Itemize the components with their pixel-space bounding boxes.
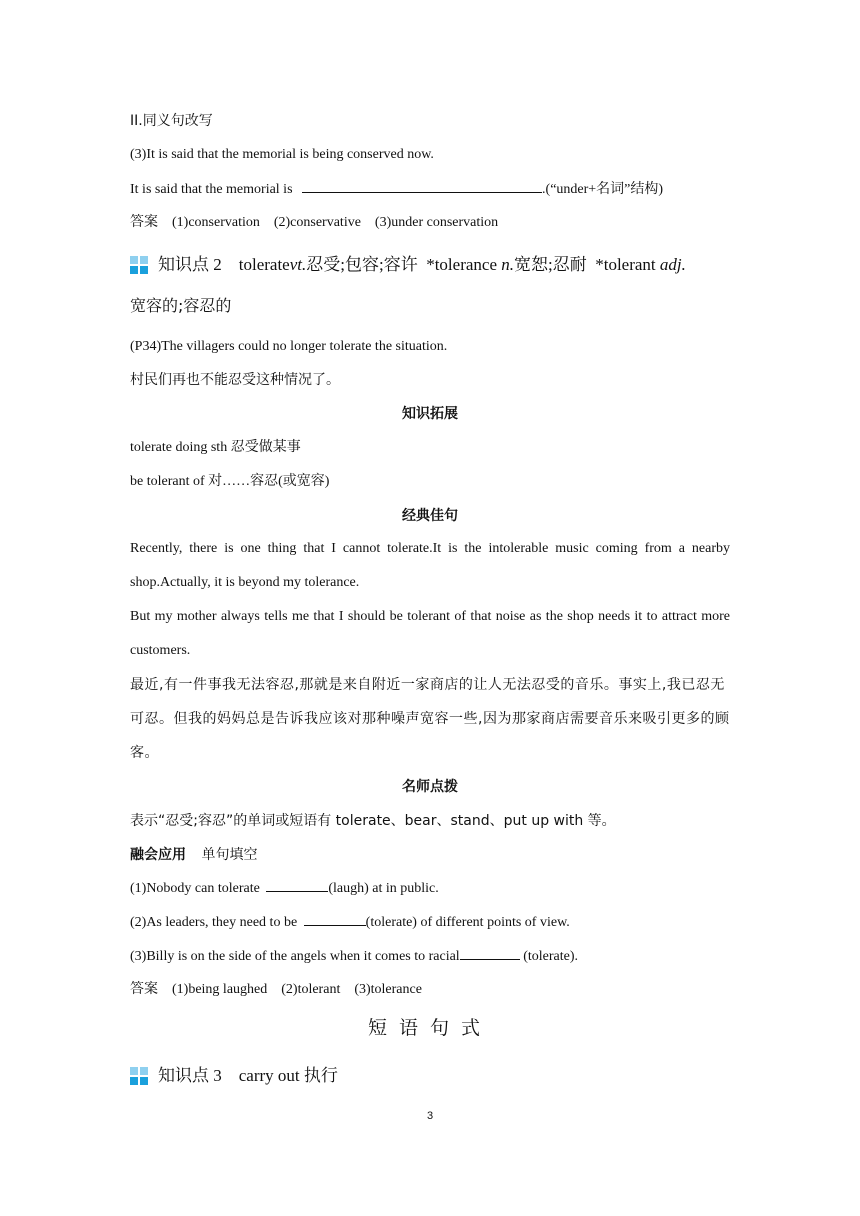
section-ii-answer: 答案 (1)conservation (2)conservative (3)under conservation — [130, 215, 499, 230]
extension-heading: 知识拓展 — [402, 406, 458, 422]
kp2-title-line2: 宽容的;容忍的 — [130, 296, 232, 315]
q2-prefix: (2)As leaders, they need to be — [130, 915, 301, 930]
classic-paragraph-1: Recently, there is one thing that I cannot tolerate.It is the intolerable music coming from a nearby shop.Actually, it is beyond my tolerance. — [130, 541, 730, 590]
teacher-tip: 表示“忍受;容忍”的单词或短语有 tolerate、bear、stand、put up with 等。 — [130, 813, 616, 829]
kp2-example-en: (P34)The villagers could no longer tolerate the situation. — [130, 339, 448, 354]
kp2-pos-n: n. — [501, 255, 514, 274]
q1-prefix: (1)Nobody can tolerate — [130, 881, 264, 896]
rewrite-suffix: .(“under+名词”结构) — [542, 182, 664, 197]
q2-blank — [304, 912, 366, 926]
phrase-sentence-section-title: 短语句式 — [367, 1017, 492, 1039]
kp2-example-cn: 村民们再也不能忍受这种情况了。 — [130, 372, 340, 388]
fill-question-3 — [130, 946, 578, 967]
kp2-answer: 答案 (1)being laughed (2)tolerant (3)tolerance — [130, 982, 422, 997]
kp2-pos-vt: vt. — [289, 255, 307, 274]
classic-paragraph-cn: 最近,有一件事我无法容忍,那就是来自附近一家商店的让人无法忍受的音乐。事实上,我已忍无可忍。但我的妈妈总是告诉我应该对那种噪声宽容一些,因为那家商店需要音乐来吸引更多的顾客。 — [130, 677, 730, 761]
q3-suffix: (tolerate). — [519, 949, 578, 964]
kp2-title-mid1: 忍受;包容;容许 *tolerance — [306, 255, 502, 274]
fill-question-2 — [130, 912, 570, 933]
classic-paragraph-2: But my mother always tells me that I should be tolerant of that noise as the shop needs it to attract more customers. — [130, 609, 730, 658]
rewrite-question-3: (3)It is said that the memorial is being conserved now. — [130, 147, 434, 162]
extension-item-2: be tolerant of 对……容忍(或宽容) — [130, 474, 330, 489]
q1-suffix: (laugh) at in public. — [328, 881, 439, 896]
page-number: 3 — [426, 1110, 434, 1122]
section-ii-heading: II.同义句改写 — [130, 113, 213, 129]
q3-blank — [460, 946, 520, 960]
kp3-title-text: 知识点 3 carry out 执行 — [158, 1066, 338, 1085]
kp2-title-mid2: 宽恕;忍耐 *tolerant — [514, 255, 660, 274]
knowledge-point-2-title — [130, 253, 686, 277]
q2-suffix: (tolerate) of different points of view. — [365, 915, 570, 930]
rewrite-answer-line — [130, 179, 663, 200]
q1-blank — [266, 878, 328, 892]
knowledge-point-icon — [130, 256, 149, 275]
apply-heading — [130, 845, 258, 866]
kp2-title-prefix: 知识点 2 tolerate — [158, 255, 290, 274]
answer-blank — [302, 179, 542, 193]
knowledge-point-icon — [130, 1067, 149, 1086]
fill-question-1 — [130, 878, 439, 899]
classic-sentences-heading: 经典佳句 — [402, 508, 458, 524]
apply-type: 单句填空 — [201, 847, 258, 863]
rewrite-prefix: It is said that the memorial is — [130, 182, 297, 197]
teacher-tip-heading: 名师点拨 — [402, 779, 458, 795]
knowledge-point-3-title — [130, 1064, 338, 1088]
extension-item-1: tolerate doing sth 忍受做某事 — [130, 440, 301, 455]
apply-label: 融会应用 — [130, 847, 186, 863]
kp2-pos-adj: adj. — [659, 255, 686, 274]
q3-prefix: (3)Billy is on the side of the angels when it comes to racial — [130, 949, 460, 964]
